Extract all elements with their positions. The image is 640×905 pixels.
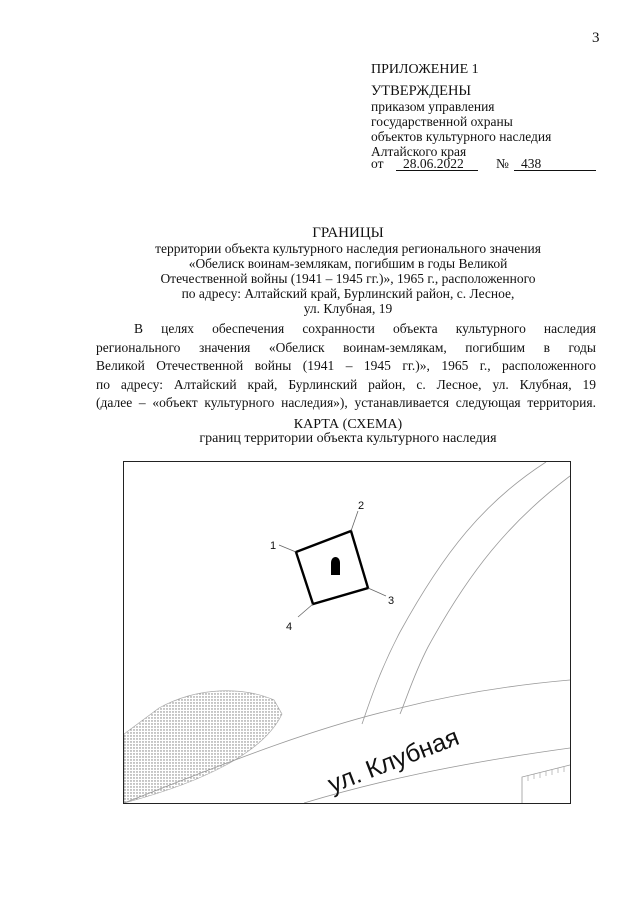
approval-line-4: Алтайского края — [371, 144, 467, 159]
approval-line-3: объектов культурного наследия — [371, 129, 552, 144]
obelisk-icon — [331, 557, 340, 575]
heading-line-1: территории объекта культурного наследия регионального значения — [155, 241, 541, 256]
heading-line-4: по адресу: Алтайский край, Бурлинский район, с. Лесное, — [181, 286, 515, 301]
date-prefix: от — [371, 156, 384, 171]
order-date: 28.06.2022 — [403, 156, 464, 171]
page-number: 3 — [592, 30, 600, 46]
point-label-2: 2 — [358, 500, 365, 512]
point-label-4: 4 — [286, 621, 293, 633]
map-title: КАРТА (СХЕМА) — [293, 417, 403, 432]
body-line-3: Великой Отечественной войны (1941 – 1945 гг.)», 1965 г., расположенного — [96, 358, 596, 373]
heading-line-2: «Обелиск воинам-землякам, погибшим в годы Великой — [188, 256, 508, 271]
point-label-1: 1 — [270, 540, 277, 552]
map-subtitle: границ территории объекта культурного наследия — [199, 431, 497, 446]
leader-line-2 — [351, 511, 358, 531]
scale-bracket — [522, 765, 570, 803]
document-title: ГРАНИЦЫ — [312, 225, 384, 241]
body-line-2: регионального значения «Обелиск воинам-землякам, погибшим в годы — [96, 339, 596, 355]
order-number: 438 — [521, 156, 542, 171]
dotted-area — [124, 691, 282, 803]
leader-line-1 — [279, 545, 296, 552]
street-label: ул. Клубная — [324, 723, 463, 799]
appendix-label: ПРИЛОЖЕНИЕ 1 — [371, 62, 479, 77]
approval-line-2: государственной охраны — [371, 114, 513, 129]
map-drawing — [124, 462, 570, 803]
body-line-5: (далее – «объект культурного наследия»), устанавливается следующая территория. — [96, 395, 596, 410]
body-paragraph — [96, 320, 596, 413]
heading-line-3: Отечественной войны (1941 – 1945 гг.)», 1965 г., расположенного — [160, 271, 536, 286]
approval-line-1: приказом управления — [371, 99, 495, 114]
body-line-4: по адресу: Алтайский край, Бурлинский район, с. Лесное, ул. Клубная, 19 — [96, 376, 596, 392]
body-line-1: В целях обеспечения сохранности объекта культурного наследия — [134, 321, 596, 336]
point-label-3: 3 — [388, 595, 395, 607]
diagonal-road-left-edge — [362, 462, 546, 724]
boundary-map — [123, 461, 571, 804]
approved-label: УТВЕРЖДЕНЫ — [371, 83, 472, 99]
leader-line-3 — [368, 588, 386, 596]
number-sign: № — [496, 156, 509, 171]
heading-line-5: ул. Клубная, 19 — [303, 301, 393, 316]
leader-line-4 — [298, 604, 313, 617]
